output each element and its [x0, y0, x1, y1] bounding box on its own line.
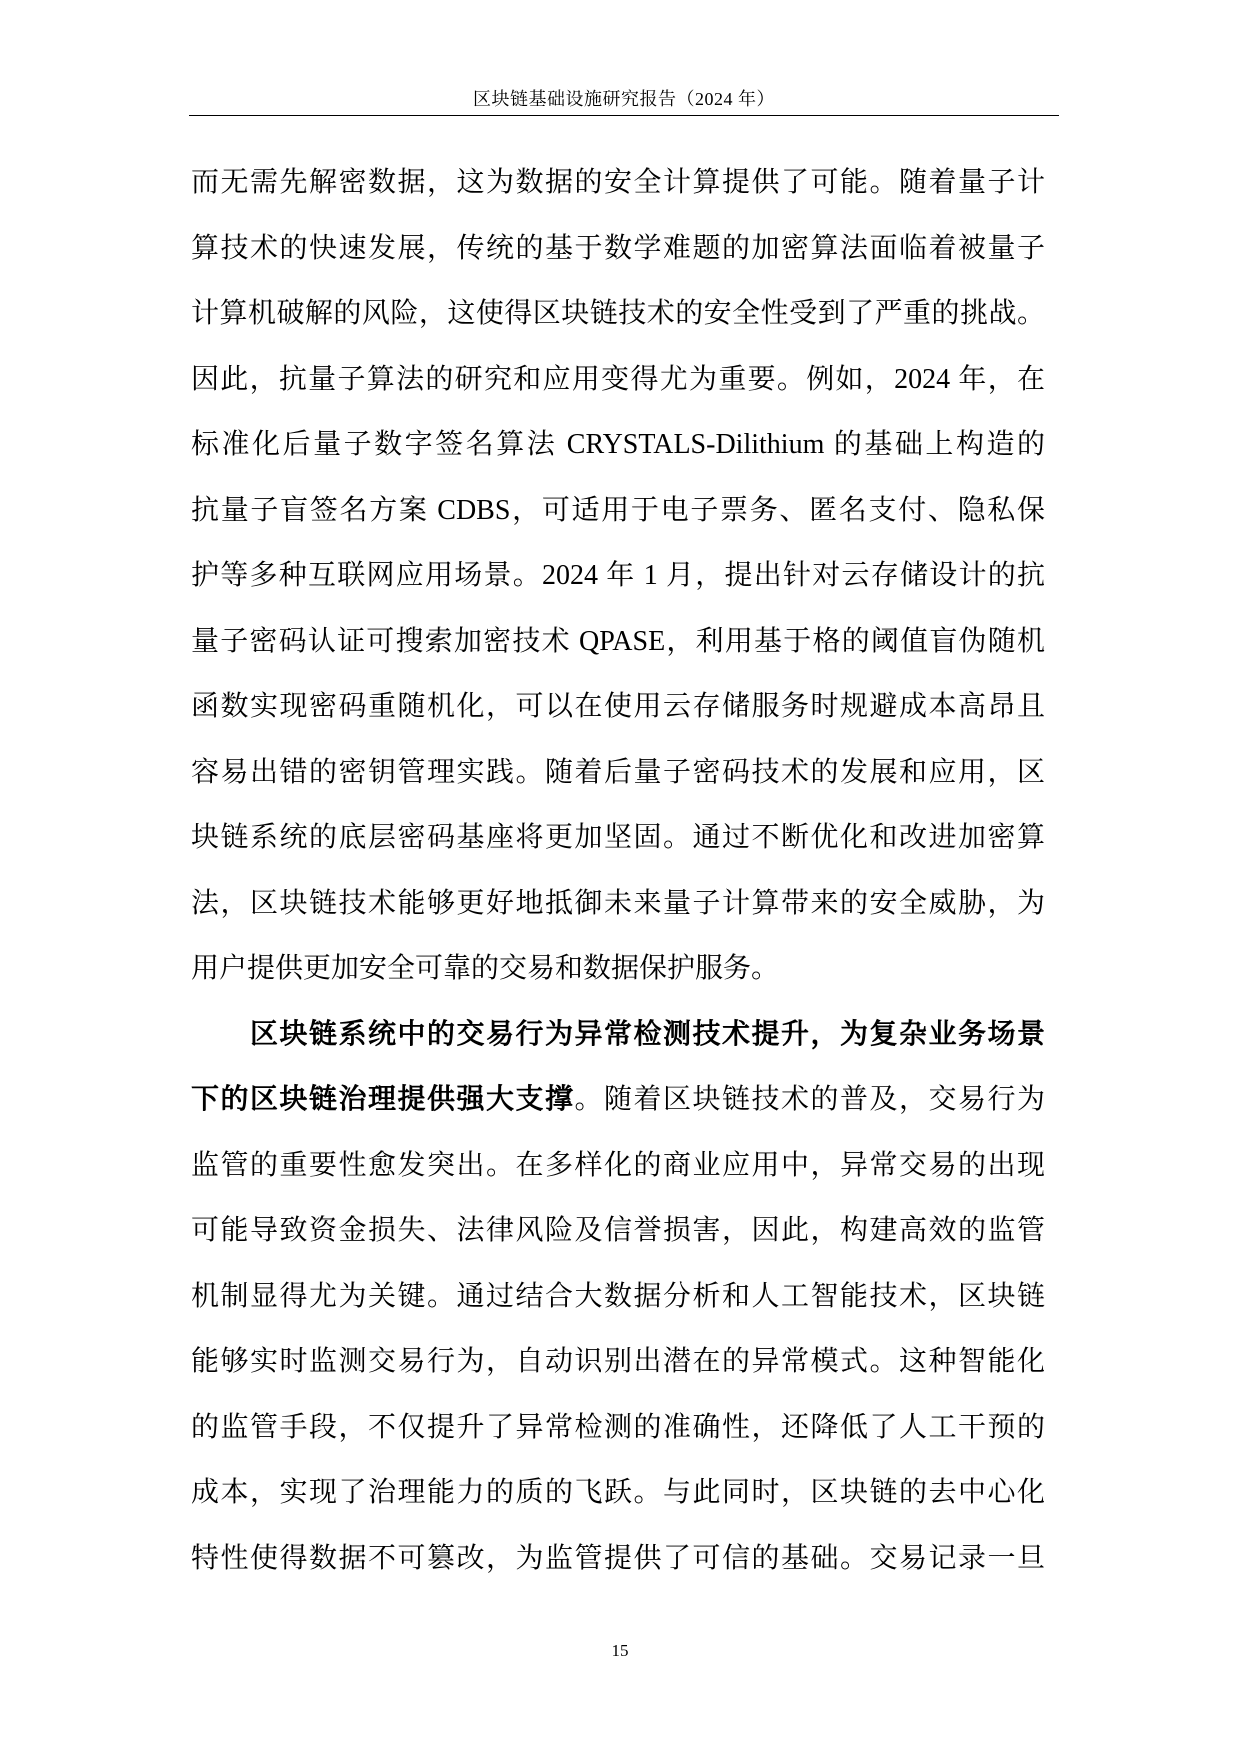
text-line-last: 用户提供更加安全可靠的交易和数据保护服务。 [191, 953, 780, 984]
text-line: 算技术的快速发展，传统的基于数学难题的加密算法面临着被量子 [191, 232, 1045, 264]
text-line: 标准化后量子数字签名算法 CRYSTALS-Dilithium 的基础上构造的 [191, 429, 1045, 460]
text-line: 而无需先解密数据，这为数据的安全计算提供了可能。随着量子计 [191, 167, 1045, 198]
text-line: 机制显得尤为关键。通过结合大数据分析和人工智能技术，区块链 [191, 1280, 1045, 1312]
bold-lead-text: 区块链系统中的交易行为异常检测技术提升，为复杂业务场景 [250, 1018, 1045, 1050]
text-line: 计算机破解的风险，这使得区块链技术的安全性受到了严重的挑战。 [191, 298, 1045, 329]
normal-text: 。随着区块链技术的普及，交易行为 [574, 1084, 1045, 1115]
text-line: 监管的重要性愈发突出。在多样化的商业应用中，异常交易的出现 [191, 1149, 1045, 1181]
text-line-mixed [191, 1067, 1045, 1133]
body-text [191, 150, 1045, 1591]
text-line: 因此，抗量子算法的研究和应用变得尤为重要。例如，2024 年，在 [191, 363, 1045, 395]
text-line: 抗量子盲签名方案 CDBS，可适用于电子票务、匿名支付、隐私保 [191, 494, 1045, 526]
text-line: 容易出错的密钥管理实践。随着后量子密码技术的发展和应用，区 [191, 756, 1045, 788]
bold-lead-text: 下的区块链治理提供强大支撑 [191, 1084, 575, 1115]
text-line: 能够实时监测交易行为，自动识别出潜在的异常模式。这种智能化 [191, 1346, 1045, 1377]
paragraph-1 [191, 150, 1045, 1002]
text-line-lead [191, 1002, 1045, 1068]
text-line: 块链系统的底层密码基座将更加坚固。通过不断优化和改进加密算 [191, 822, 1045, 853]
text-line: 成本，实现了治理能力的质的飞跃。与此同时，区块链的去中心化 [191, 1477, 1045, 1508]
text-line: 特性使得数据不可篡改，为监管提供了可信的基础。交易记录一旦 [191, 1542, 1045, 1574]
page-number: 15 [611, 1641, 629, 1660]
header-rule [189, 115, 1059, 116]
paragraph-2 [191, 1002, 1045, 1592]
text-line: 的监管手段，不仅提升了异常检测的准确性，还降低了人工干预的 [191, 1411, 1045, 1443]
text-line: 量子密码认证可搜索加密技术 QPASE，利用基于格的阈值盲伪随机 [191, 625, 1045, 657]
text-line: 法，区块链技术能够更好地抵御未来量子计算带来的安全威胁，为 [191, 887, 1045, 919]
text-line: 函数实现密码重随机化，可以在使用云存储服务时规避成本高昂且 [191, 691, 1045, 722]
text-line: 护等多种互联网应用场景。2024 年 1 月，提出针对云存储设计的抗 [191, 560, 1045, 591]
running-header: 区块链基础设施研究报告（2024 年） [473, 89, 775, 109]
text-line: 可能导致资金损失、法律风险及信誉损害，因此，构建高效的监管 [191, 1215, 1045, 1246]
